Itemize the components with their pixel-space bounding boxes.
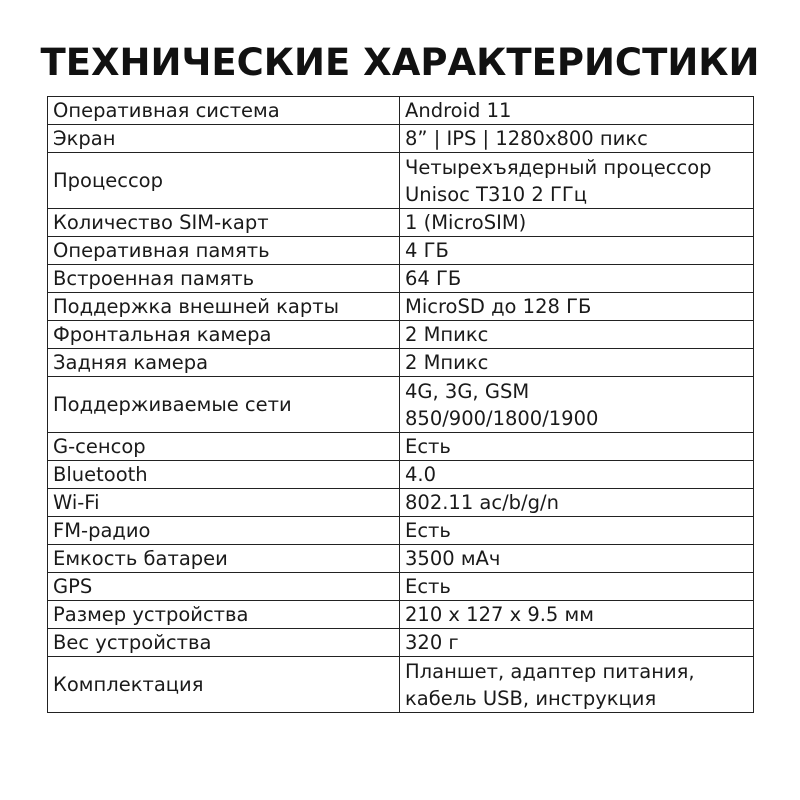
table-row	[48, 657, 754, 713]
spec-value-line: Есть	[405, 519, 451, 542]
spec-value-line: 64 ГБ	[405, 267, 462, 290]
spec-label: Вес устройства	[48, 629, 400, 657]
spec-value-line: MicroSD до 128 ГБ	[405, 295, 592, 318]
spec-value	[400, 629, 754, 657]
spec-value	[400, 153, 754, 209]
table-row	[48, 209, 754, 237]
table-row	[48, 349, 754, 377]
spec-value-line: 1 (MicroSIM)	[405, 211, 527, 234]
table-row	[48, 97, 754, 125]
spec-value	[400, 601, 754, 629]
spec-value-line: Есть	[405, 435, 451, 458]
table-row	[48, 153, 754, 209]
spec-value-line: 4.0	[405, 463, 437, 486]
spec-value-line: 2 Мпикс	[405, 351, 489, 374]
page-title: ТЕХНИЧЕСКИЕ ХАРАКТЕРИСТИКИ	[40, 41, 760, 84]
spec-value-line: Есть	[405, 575, 451, 598]
table-row	[48, 601, 754, 629]
spec-value-line: 8” | IPS | 1280x800 пикс	[405, 127, 648, 150]
spec-label: FM-радио	[48, 517, 400, 545]
spec-value	[400, 265, 754, 293]
spec-label: Wi-Fi	[48, 489, 400, 517]
table-row	[48, 489, 754, 517]
table-row	[48, 433, 754, 461]
spec-value-line: Планшет, адаптер питания,	[405, 659, 695, 683]
spec-label: Bluetooth	[48, 461, 400, 489]
table-row	[48, 237, 754, 265]
spec-value-line: Android 11	[405, 99, 512, 122]
spec-label: Встроенная память	[48, 265, 400, 293]
spec-label: Комплектация	[48, 657, 400, 713]
spec-label: Фронтальная камера	[48, 321, 400, 349]
table-row	[48, 461, 754, 489]
spec-label: GPS	[48, 573, 400, 601]
spec-label: G-сенсор	[48, 433, 400, 461]
spec-value-line: Четырехъядерный процессор	[405, 155, 712, 179]
spec-value-line: Unisoc T310 2 ГГц	[405, 182, 588, 206]
spec-label: Количество SIM-карт	[48, 209, 400, 237]
spec-value-line: 4 ГБ	[405, 239, 449, 262]
spec-value-line: 3500 мАч	[405, 547, 501, 570]
spec-label: Оперативная система	[48, 97, 400, 125]
table-row	[48, 629, 754, 657]
table-row	[48, 377, 754, 433]
specs-table	[47, 96, 754, 713]
table-row	[48, 125, 754, 153]
spec-value-line: 210 x 127 x 9.5 мм	[405, 603, 594, 626]
spec-value-line: 4G, 3G, GSM	[405, 379, 530, 403]
spec-value	[400, 377, 754, 433]
spec-value	[400, 209, 754, 237]
spec-value	[400, 657, 754, 713]
table-row	[48, 293, 754, 321]
spec-label: Емкость батареи	[48, 545, 400, 573]
spec-label: Размер устройства	[48, 601, 400, 629]
spec-value	[400, 545, 754, 573]
spec-value-line: 850/900/1800/1900	[405, 406, 599, 430]
table-row	[48, 517, 754, 545]
spec-value-line: 802.11 ac/b/g/n	[405, 491, 559, 514]
spec-label: Задняя камера	[48, 349, 400, 377]
table-row	[48, 265, 754, 293]
spec-value	[400, 293, 754, 321]
spec-value	[400, 349, 754, 377]
spec-value	[400, 237, 754, 265]
table-row	[48, 545, 754, 573]
table-row	[48, 573, 754, 601]
spec-label: Поддержка внешней карты	[48, 293, 400, 321]
spec-value	[400, 97, 754, 125]
spec-value	[400, 573, 754, 601]
spec-label: Процессор	[48, 153, 400, 209]
spec-value	[400, 433, 754, 461]
spec-value	[400, 321, 754, 349]
spec-label: Экран	[48, 125, 400, 153]
spec-value	[400, 461, 754, 489]
spec-value-line: 320 г	[405, 631, 459, 654]
spec-label: Поддерживаемые сети	[48, 377, 400, 433]
spec-value-line: кабель USB, инструкция	[405, 686, 657, 710]
table-row	[48, 321, 754, 349]
spec-value	[400, 489, 754, 517]
spec-value	[400, 517, 754, 545]
spec-value	[400, 125, 754, 153]
specs-table-body	[48, 97, 754, 713]
spec-label: Оперативная память	[48, 237, 400, 265]
spec-value-line: 2 Мпикс	[405, 323, 489, 346]
